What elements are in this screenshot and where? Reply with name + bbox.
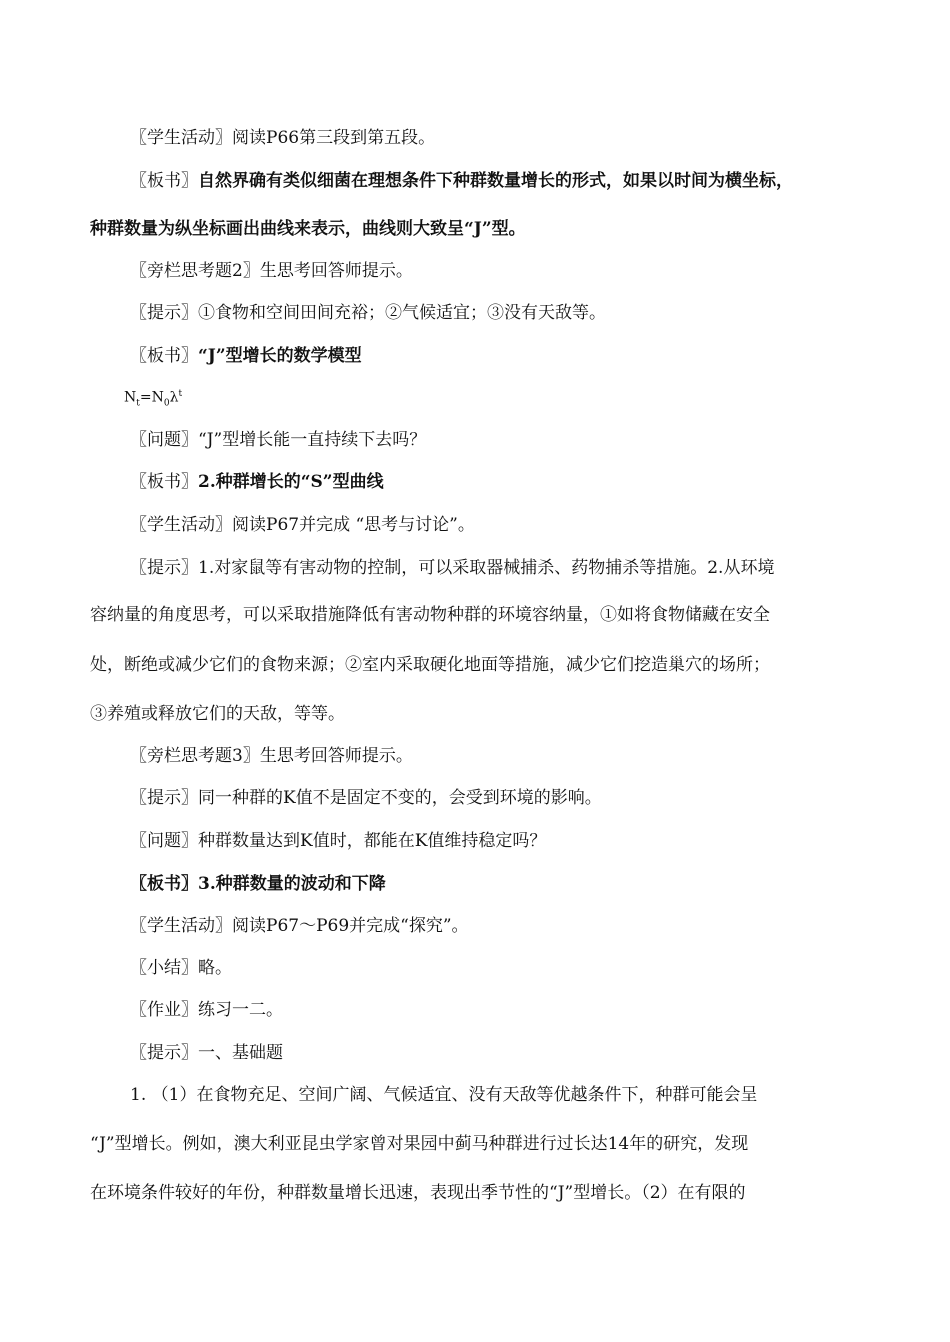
paragraph-hint-3 [130, 786, 602, 810]
paragraph-text: 阅读P67并完成 “思考与讨论”。 [232, 515, 475, 535]
section-label: 〖板书〗 [130, 346, 198, 366]
paragraph-text: 种群数量为纵坐标画出曲线来表示，曲线则大致呈“J”型。 [90, 219, 526, 239]
j-curve-formula: $N_t=N_0\lambda^t$ [124, 389, 183, 409]
section-label: 〖板书〗 [130, 171, 198, 191]
section-label: 〖板书〗 [130, 472, 198, 492]
paragraph-hint-4 [130, 1041, 283, 1065]
paragraph-text: 练习一二。 [198, 1000, 283, 1020]
paragraph-board-3 [130, 470, 384, 494]
paragraph-text: 1. （1）在食物充足、空间广阔、气候适宜、没有天敌等优越条件下，种群可能会呈 [130, 1085, 758, 1105]
paragraph-text: 1.对家鼠等有害动物的控制，可以采取器械捕杀、药物捕杀等措施。2.从环境 [198, 558, 775, 578]
paragraph-text: ①食物和空间田间充裕；②气候适宜；③没有天敌等。 [198, 303, 606, 323]
paragraph-student-activity-1 [130, 126, 435, 150]
paragraph-question-1 [130, 428, 426, 452]
section-label: 〖小结〗 [130, 958, 198, 978]
paragraph-hint-1 [130, 301, 606, 325]
paragraph-board-2 [130, 344, 362, 368]
section-label: 〖提示〗 [130, 303, 198, 323]
section-label: 〖学生活动〗 [130, 128, 232, 148]
section-label: 〖旁栏思考题2〗 [130, 261, 260, 281]
paragraph-question-2 [130, 829, 546, 853]
paragraph-answer-1-continued-1 [90, 1132, 748, 1156]
paragraph-summary [130, 956, 232, 980]
paragraph-board-1 [130, 169, 793, 193]
section-label: 〖问题〗 [130, 831, 198, 851]
paragraph-student-activity-2 [130, 513, 475, 537]
section-label: 〖作业〗 [130, 1000, 198, 1020]
paragraph-text: 2.种群增长的“S”型曲线 [198, 472, 384, 492]
paragraph-text: 略。 [198, 958, 232, 978]
paragraph-text: ③养殖或释放它们的天敌，等等。 [90, 704, 345, 724]
paragraph-text: “J”型增长的数学模型 [198, 346, 362, 366]
paragraph-board-1-continued [90, 217, 526, 241]
paragraph-board-4 [130, 872, 386, 896]
paragraph-student-activity-3 [130, 914, 469, 938]
section-label: 〖学生活动〗 [130, 916, 232, 936]
paragraph-text: 一、基础题 [198, 1043, 283, 1063]
paragraph-text: 〖板书〗3.种群数量的波动和下降 [130, 874, 386, 894]
paragraph-hint-2-continued-2 [90, 653, 770, 677]
section-label: 〖问题〗 [130, 430, 198, 450]
paragraph-text: 生思考回答师提示。 [259, 746, 413, 766]
paragraph-sidebar-question-2 [130, 259, 413, 283]
paragraph-sidebar-question-3 [130, 744, 413, 768]
paragraph-text: 自然界确有类似细菌在理想条件下种群数量增长的形式，如果以时间为横坐标， [198, 171, 793, 191]
paragraph-text: 处，断绝或减少它们的食物来源；②室内采取硬化地面等措施，减少它们挖造巢穴的场所； [90, 655, 770, 675]
paragraph-hint-2 [130, 556, 774, 580]
paragraph-answer-1-continued-2 [90, 1181, 746, 1205]
section-label: 〖旁栏思考题3〗 [130, 746, 260, 766]
paragraph-hint-2-continued-3 [90, 702, 345, 726]
section-label: 〖提示〗 [130, 1043, 198, 1063]
section-label: 〖提示〗 [130, 788, 198, 808]
section-label: 〖学生活动〗 [130, 515, 232, 535]
paragraph-text: “J”型增长。例如，澳大利亚昆虫学家曾对果园中蓟马种群进行过长达14年的研究，发现 [90, 1134, 749, 1154]
paragraph-text: 同一种群的K值不是固定不变的，会受到环境的影响。 [198, 788, 602, 808]
paragraph-text: 容纳量的角度思考，可以采取措施降低有害动物种群的环境容纳量，①如将食物储藏在安全 [90, 605, 770, 625]
paragraph-text: 生思考回答师提示。 [259, 261, 413, 281]
section-label: 〖提示〗 [130, 558, 198, 578]
paragraph-homework [130, 998, 283, 1022]
paragraph-text: 阅读P67～P69并完成“探究”。 [232, 916, 469, 936]
paragraph-text: 种群数量达到K值时，都能在K值维持稳定吗？ [198, 831, 547, 851]
paragraph-text: 阅读P66第三段到第五段。 [232, 128, 436, 148]
paragraph-text: 在环境条件较好的年份，种群数量增长迅速，表现出季节性的“J”型增长。（2）在有限的 [90, 1183, 746, 1203]
paragraph-hint-2-continued-1 [90, 603, 770, 627]
paragraph-text: “J”型增长能一直持续下去吗？ [198, 430, 427, 450]
paragraph-answer-1 [130, 1083, 757, 1107]
